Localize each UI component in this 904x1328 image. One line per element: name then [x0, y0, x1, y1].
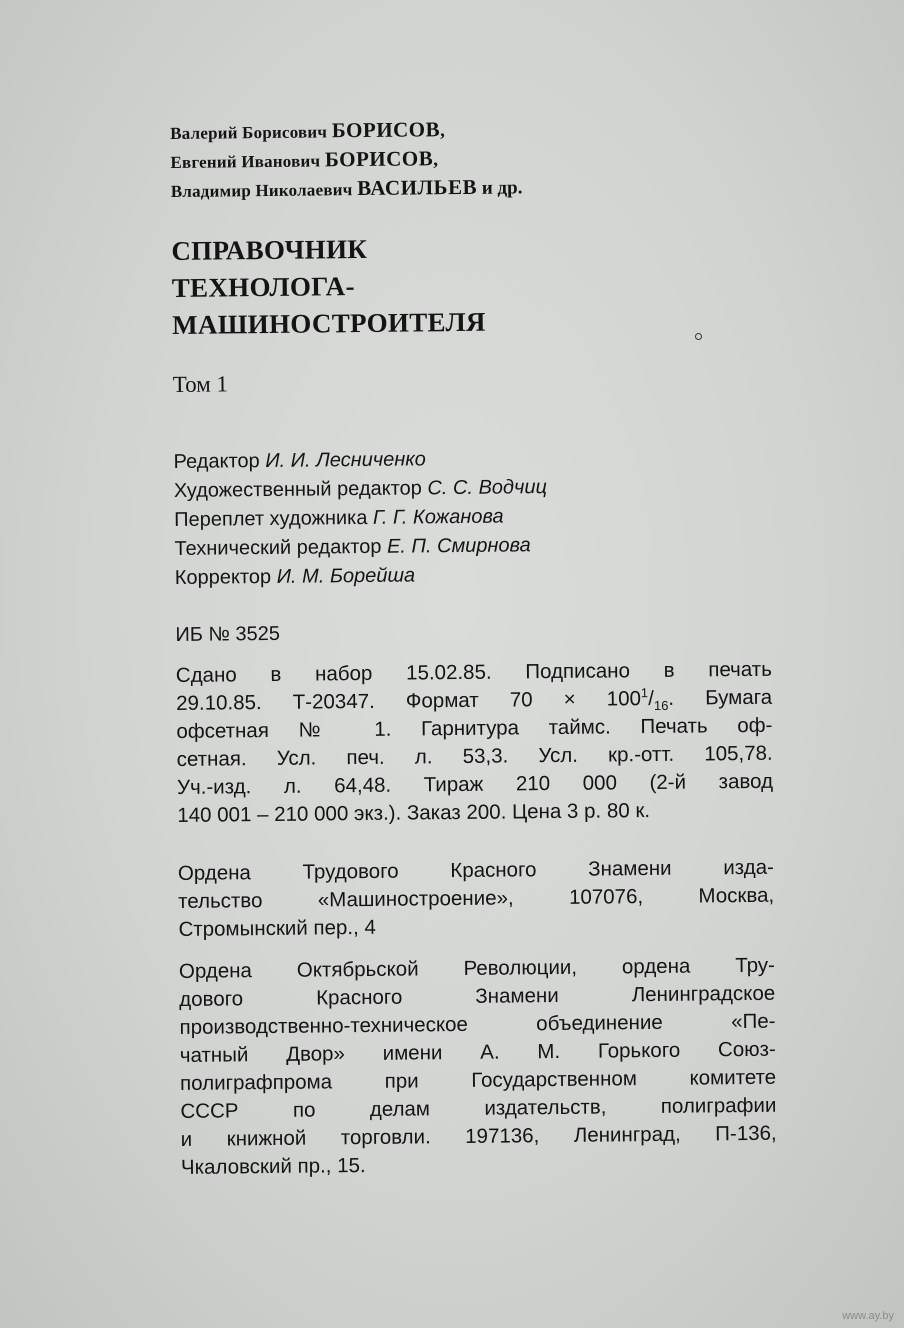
credit-person: И. М. Борейша [276, 564, 416, 588]
credit-role: Переплет художника [174, 506, 368, 531]
credit-person: Г. Г. Кожанова [372, 505, 504, 529]
credit-person: И. И. Лесниченко [265, 448, 426, 473]
credit-role: Корректор [174, 565, 272, 589]
printer-line: производственно-техническое объединение «Пе- [179, 1009, 776, 1039]
title-line: СПРАВОЧНИК [171, 233, 368, 266]
imprint-block [176, 656, 774, 830]
author-family-name: БОРИСОВ [331, 117, 441, 143]
author-line [171, 170, 771, 205]
credit-role: Технический редактор [174, 535, 382, 560]
credit-person: С. С. Водчиц [427, 476, 548, 500]
volume-label: Том 1 [172, 371, 229, 397]
author-given-name: Валерий Борисович [170, 122, 328, 143]
colophon [170, 112, 781, 1182]
imprint-line: Сдано в набор 15.02.85. Подписано в печать [175, 657, 772, 687]
imprint-paper-text: . Бумага [668, 685, 773, 710]
printer-line: СССР по делам издательств, полиграфии [180, 1093, 777, 1123]
printer-line: Ордена Октябрьской Революции, ордена Тру- [178, 953, 776, 983]
publisher-line: Ордена Трудового Красного Знамени изда- [177, 855, 774, 885]
publisher-line: тельство «Машиностроение», 107076, Москва, [178, 883, 775, 913]
author-suffix: и др. [476, 177, 523, 199]
paper-speck [695, 333, 702, 340]
printer-line: чатный Двор» имени А. М. Горького Союз- [179, 1037, 776, 1067]
author-given-name: Евгений Иванович [170, 151, 321, 172]
printer-block [179, 952, 777, 1182]
title-line: МАШИНОСТРОИТЕЛЯ [172, 306, 486, 340]
format-slash: / [648, 686, 655, 711]
author-family-name: БОРИСОВ [324, 146, 434, 172]
imprint-format-text: 29.10.85. Т-20347. Формат 70 × 100 [176, 687, 642, 715]
printer-line: Чкаловский пр., 15. [180, 1154, 366, 1179]
credits-block [173, 442, 774, 593]
title-line: ТЕХНОЛОГА- [171, 271, 355, 303]
credit-role: Художественный редактор [173, 477, 422, 502]
publisher-block [178, 854, 775, 944]
author-suffix: , [439, 120, 445, 142]
credit-person: Е. П. Смирнова [386, 534, 531, 558]
author-suffix: , [433, 149, 439, 171]
printer-line: дового Красного Знамени Ленинградское [179, 981, 776, 1011]
author-list [170, 112, 771, 205]
imprint-line: Уч.-изд. л. 64,48. Тираж 210 000 (2-й завод [176, 769, 774, 799]
ib-number: ИБ № 3525 [175, 622, 281, 646]
printer-line: и книжной торговли. 197136, Ленинград, П-136, [180, 1121, 777, 1151]
author-given-name: Владимир Николаевич [170, 180, 353, 201]
credit-line [175, 558, 775, 593]
format-subscript: 16 [653, 697, 669, 714]
imprint-line: 140 001 – 210 000 экз.). Заказ 200. Цена 3 р. 80 к. [177, 799, 651, 827]
credit-role: Редактор [173, 450, 260, 473]
imprint-line: сетная. Усл. печ. л. 53,3. Усл. кр.-отт. 105,78. [176, 741, 773, 771]
format-superscript: 1 [640, 685, 649, 701]
site-watermark: www.ay.by [842, 1310, 894, 1322]
book-title [171, 227, 772, 344]
publisher-line: Стромынский пер., 4 [178, 915, 376, 941]
author-family-name: ВАСИЛЬЕВ [357, 174, 478, 201]
imprint-line: офсетная № 1. Гарнитура таймс. Печать оф- [176, 713, 773, 743]
printer-line: полиграфпрома при Государственном комитете [179, 1065, 777, 1095]
